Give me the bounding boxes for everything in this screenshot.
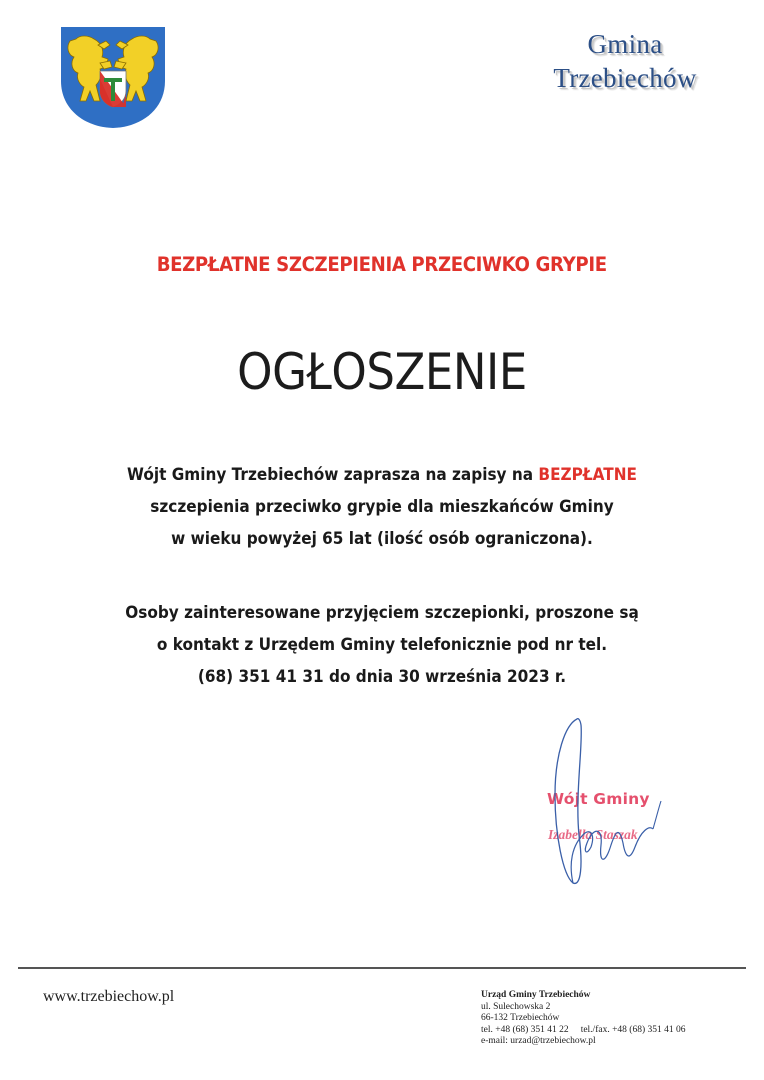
paragraph-2-line-2: o kontakt z Urzędem Gminy telefonicznie pod nr tel. [156, 635, 608, 655]
paragraph-1-line-2: szczepienia przeciwko grypie dla mieszkańców Gminy [150, 497, 614, 517]
paragraph-1-line-3: w wieku powyżej 65 lat (ilość osób ograniczona). [171, 529, 593, 549]
office-phone: tel. +48 (68) 351 41 22 [481, 1024, 569, 1035]
office-street: ul. Sulechowska 2 [481, 1001, 551, 1012]
office-fax: tel./fax. +48 (68) 351 41 06 [580, 1024, 686, 1035]
headline: BEZPŁATNE SZCZEPIENIA PRZECIWKO GRYPIE [156, 253, 607, 276]
paragraph-1-line-1-text: Wójt Gminy Trzebiechów zaprasza na zapisy na [127, 465, 539, 485]
office-name: Urząd Gminy Trzebiechów [481, 990, 591, 1000]
wordmark-line-1: Gmina [587, 29, 663, 59]
announcement-paragraph-2 [38, 597, 726, 693]
handwritten-signature-icon [525, 715, 700, 895]
announcement-paragraph-1 [38, 459, 726, 555]
page-title: OGŁOSZENIE [237, 343, 527, 401]
coat-of-arms-icon [58, 23, 168, 131]
stamp-title: Wójt Gminy [547, 790, 650, 808]
stamp-name: Izabella Staszak [548, 827, 638, 842]
signature-block [525, 715, 700, 895]
office-email[interactable]: e-mail: urzad@trzebiechow.pl [481, 1036, 596, 1046]
footer-website-link[interactable]: www.trzebiechow.pl [43, 988, 175, 1005]
office-postal: 66-132 Trzebiechów [481, 1013, 560, 1023]
office-phone-fax [481, 1025, 686, 1037]
paragraph-2-line-3: (68) 351 41 31 do dnia 30 września 2023 r. [197, 667, 567, 687]
paragraph-2-line-1: Osoby zainteresowane przyjęciem szczepionki, proszone są [125, 603, 639, 623]
footer-office-address [481, 990, 686, 1048]
paragraph-1-line-1 [38, 459, 726, 491]
free-highlight: BEZPŁATNE [538, 465, 637, 485]
municipality-wordmark [530, 28, 720, 94]
footer-divider [18, 967, 746, 969]
wordmark-line-2: Trzebiechów [553, 63, 697, 93]
